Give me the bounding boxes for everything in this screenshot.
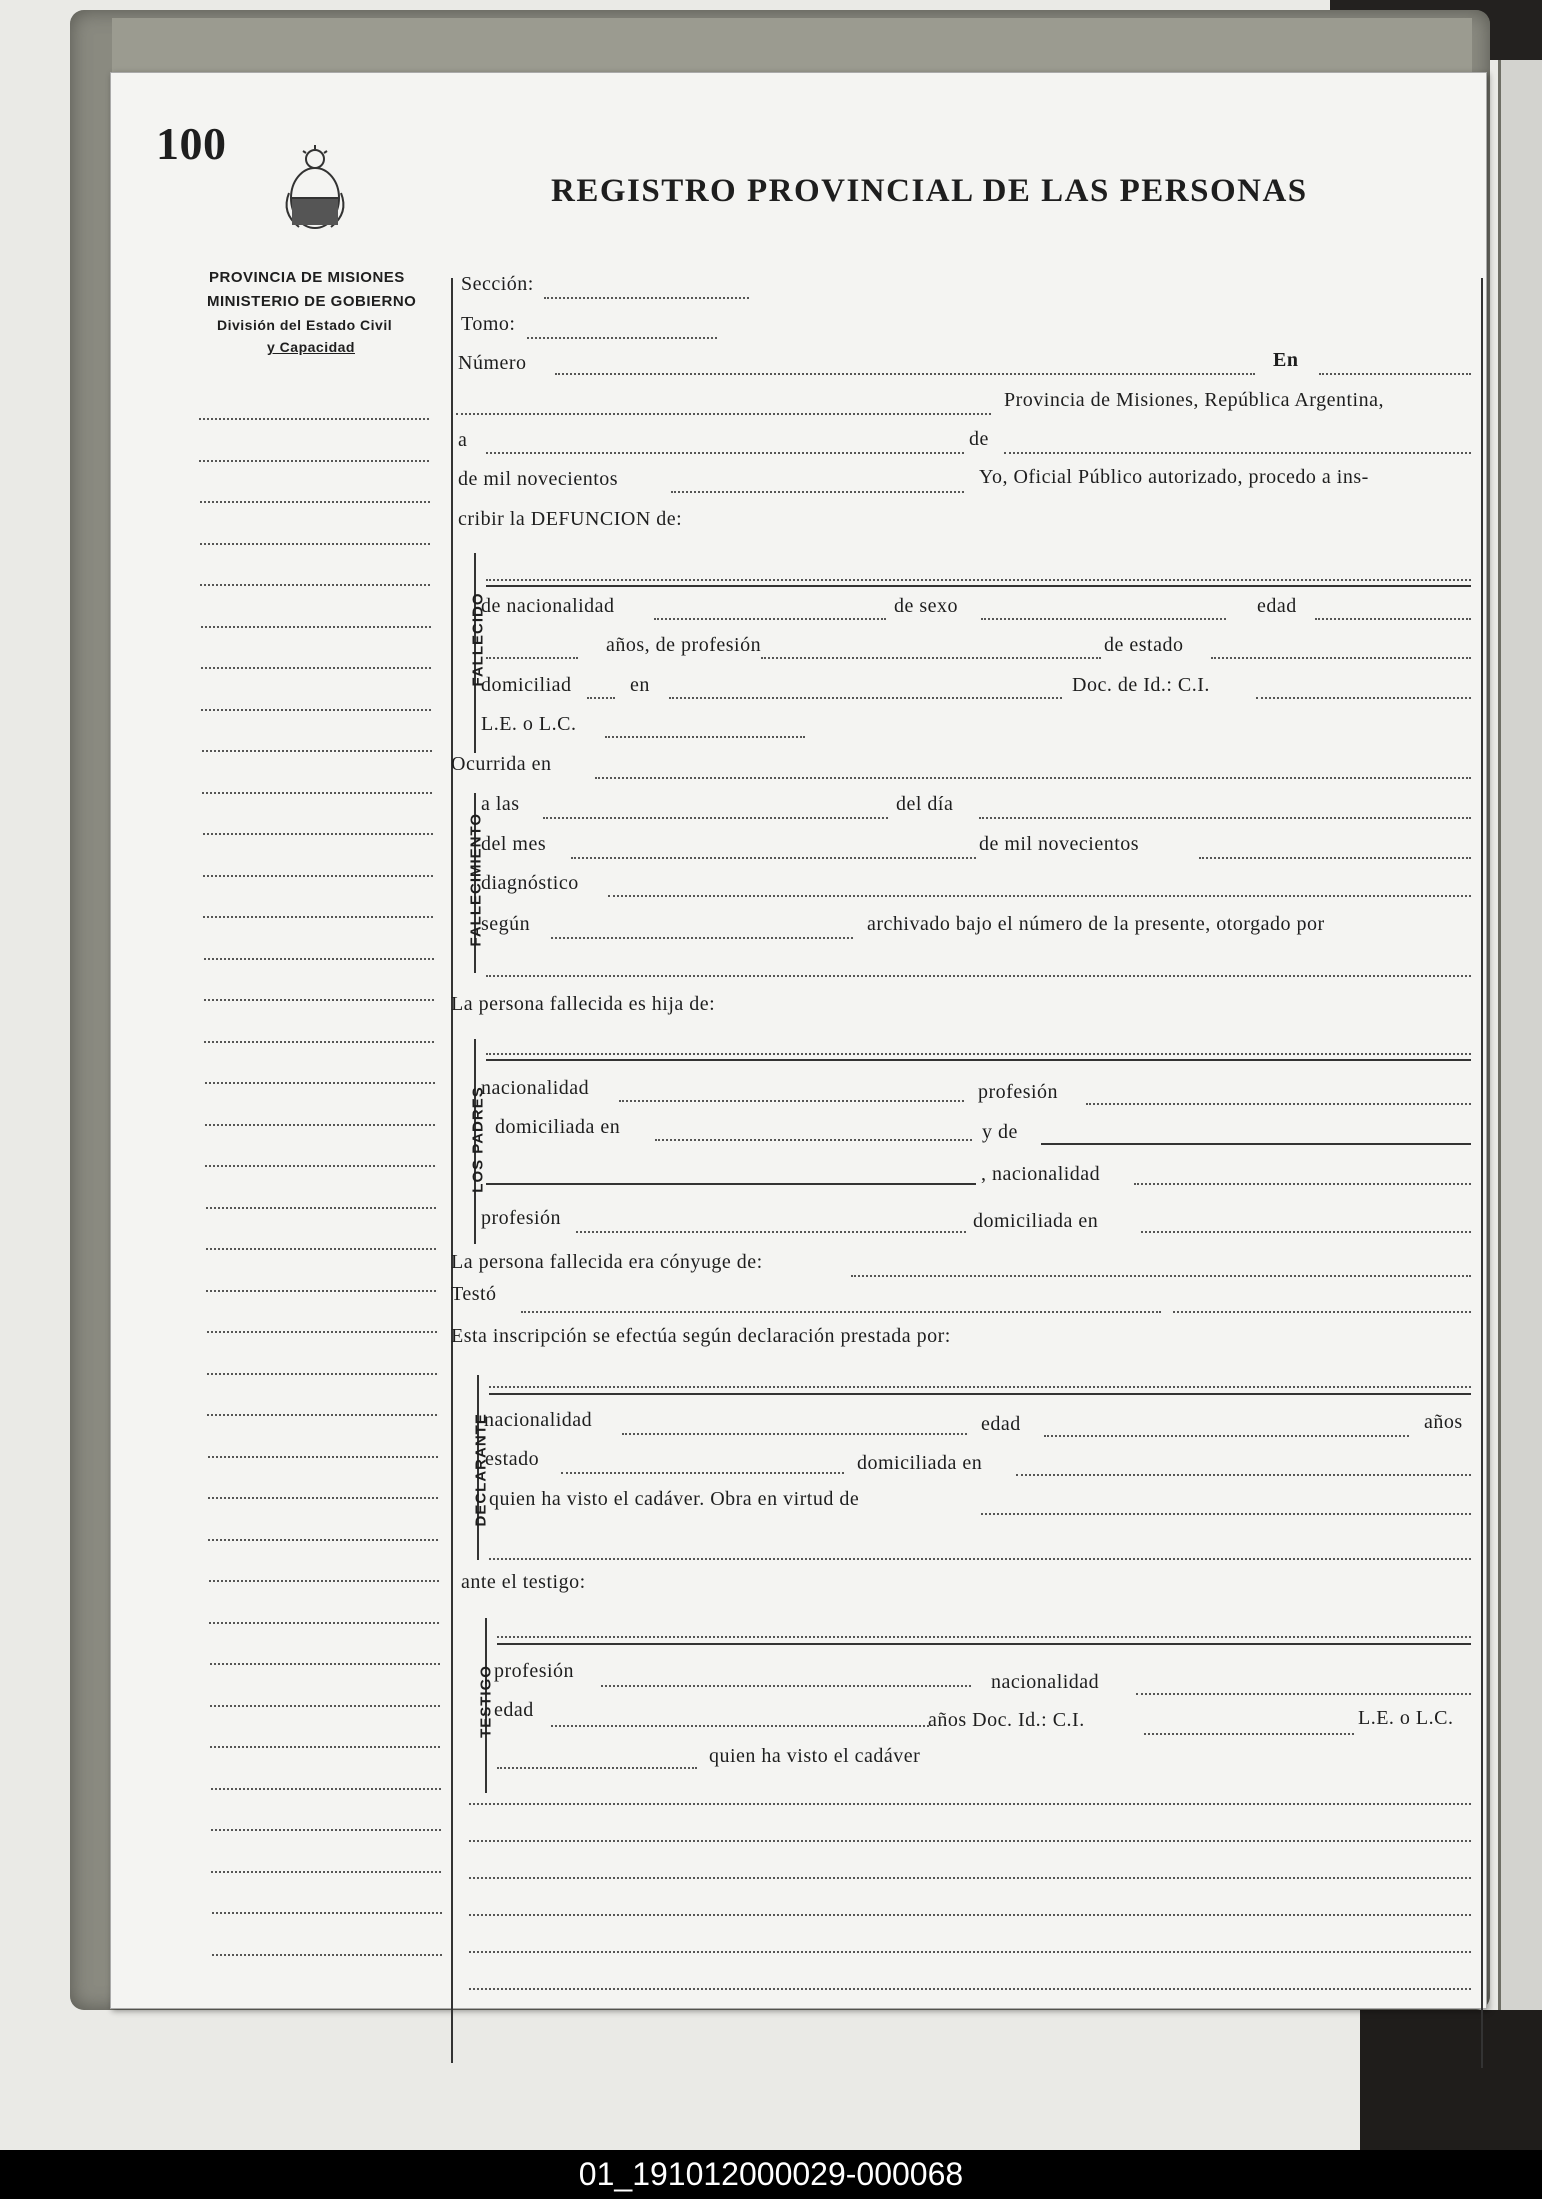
label-del-dia: del día: [896, 793, 954, 815]
label-de: de: [969, 428, 989, 450]
margin-line[interactable]: [203, 833, 433, 835]
margin-line[interactable]: [199, 418, 429, 420]
label-ocurrida-en: Ocurrida en: [451, 753, 552, 775]
label-doc-id: Doc. de Id.: C.I.: [1072, 674, 1210, 696]
header-ministry: MINISTERIO DE GOBIERNO: [207, 293, 417, 310]
label-madre-profesion: profesión: [481, 1207, 562, 1229]
side-label-testigo: TESTIGO: [477, 1665, 495, 1738]
main-column-rule: [451, 278, 453, 2063]
margin-line[interactable]: [212, 1912, 442, 1914]
margin-line[interactable]: [208, 1456, 438, 1458]
label-testo: Testó: [451, 1283, 497, 1305]
field-en[interactable]: [1319, 373, 1471, 375]
margin-line[interactable]: [204, 999, 434, 1001]
margin-line[interactable]: [210, 1746, 440, 1748]
margin-line[interactable]: [202, 792, 432, 794]
field-nombre-fallecido[interactable]: [486, 579, 1471, 581]
page-title: REGISTRO PROVINCIAL DE LAS PERSONAS: [551, 173, 1308, 209]
field-domicilio[interactable]: [669, 697, 1062, 699]
rule: [486, 1059, 1471, 1061]
margin-line[interactable]: [211, 1871, 441, 1873]
field-de[interactable]: [1004, 452, 1471, 454]
page-number: 100: [156, 118, 227, 169]
margin-line[interactable]: [206, 1207, 436, 1209]
label-y-de: y de: [982, 1121, 1018, 1143]
margin-line[interactable]: [212, 1954, 442, 1956]
field-dia[interactable]: [979, 817, 1471, 819]
field-edad-anios[interactable]: [486, 657, 578, 659]
side-label-declarante: DECLARANTE: [472, 1413, 490, 1527]
field-declarante-nacionalidad[interactable]: [622, 1433, 967, 1435]
label-ante-testigo: ante el testigo:: [461, 1571, 586, 1593]
label-cribir: cribir la DEFUNCION de:: [458, 508, 683, 530]
field-le-lc[interactable]: [605, 736, 805, 738]
field-declarante-domicilio[interactable]: [1016, 1474, 1471, 1476]
field-tomo[interactable]: [527, 337, 717, 339]
label-numero: Número: [458, 352, 527, 374]
next-page-edge: [1498, 60, 1542, 2020]
label-tomo: Tomo:: [461, 313, 516, 335]
label-de-nacionalidad: de nacionalidad: [481, 595, 615, 617]
field-testigo-edad[interactable]: [551, 1725, 929, 1727]
right-rule: [1481, 278, 1483, 2068]
observation-line[interactable]: [469, 1951, 1471, 1953]
field-nacionalidad[interactable]: [654, 618, 886, 620]
margin-line[interactable]: [210, 1705, 440, 1707]
label-padre-domiciliada: domiciliada en: [495, 1116, 621, 1138]
field-seccion[interactable]: [544, 297, 749, 299]
label-declarante-nacionalidad: nacionalidad: [484, 1409, 593, 1431]
margin-line[interactable]: [209, 1580, 439, 1582]
side-label-fallecimiento: FALLECIMIENTO: [467, 812, 485, 947]
coat-of-arms-icon: [279, 143, 351, 233]
field-conyuge[interactable]: [851, 1275, 1471, 1277]
field-madre-nacionalidad[interactable]: [1134, 1183, 1471, 1185]
observation-line[interactable]: [469, 1877, 1471, 1879]
label-padre-profesion: profesión: [978, 1081, 1059, 1103]
label-archivado: archivado bajo el número de la presente, otorgado por: [867, 913, 1325, 935]
field-edad[interactable]: [1315, 618, 1471, 620]
margin-line[interactable]: [200, 543, 430, 545]
label-provincia: Provincia de Misiones, República Argentina,: [1004, 389, 1384, 411]
label-declaracion: Esta inscripción se efectúa según declaración prestada por:: [451, 1325, 951, 1347]
label-anos-profesion: años, de profesión: [606, 634, 762, 656]
field-anio[interactable]: [671, 491, 964, 493]
header-capacity: y Capacidad: [267, 339, 355, 355]
field-segun[interactable]: [551, 937, 853, 939]
label-domiciliad: domiciliad: [481, 674, 572, 696]
field-madre[interactable]: [1041, 1143, 1471, 1145]
field-testo[interactable]: [521, 1311, 1161, 1313]
label-oficial: Yo, Oficial Público autorizado, procedo a ins-: [979, 466, 1369, 488]
margin-line[interactable]: [201, 667, 431, 669]
label-diagnostico: diagnóstico: [481, 872, 579, 894]
margin-line[interactable]: [203, 875, 433, 877]
margin-line[interactable]: [207, 1373, 437, 1375]
margin-line[interactable]: [204, 1041, 434, 1043]
field-madre-profesion[interactable]: [576, 1231, 966, 1233]
rule: [486, 585, 1471, 587]
field-estado[interactable]: [1211, 657, 1471, 659]
field-padre-domicilio[interactable]: [655, 1139, 972, 1141]
field-sexo[interactable]: [981, 618, 1226, 620]
label-testigo-quien: quien ha visto el cadáver: [709, 1745, 921, 1767]
label-testigo-profesion: profesión: [494, 1660, 575, 1682]
field-lugar[interactable]: [456, 413, 991, 415]
margin-line[interactable]: [201, 626, 431, 628]
label-declarante-anos: años: [1424, 1411, 1463, 1433]
field-anio-fallecimiento[interactable]: [1199, 857, 1471, 859]
margin-line[interactable]: [202, 750, 432, 752]
field-padre[interactable]: [486, 1053, 1471, 1055]
label-hija-de: La persona fallecida es hija de:: [451, 993, 716, 1015]
label-conyuge: La persona fallecida era cónyuge de:: [451, 1251, 763, 1273]
field-diagnostico[interactable]: [608, 895, 1471, 897]
label-segun: según: [481, 913, 531, 935]
margin-line[interactable]: [208, 1497, 438, 1499]
margin-line[interactable]: [200, 584, 430, 586]
margin-line[interactable]: [204, 958, 434, 960]
field-declarante-edad[interactable]: [1044, 1435, 1409, 1437]
rule: [489, 1393, 1471, 1395]
observation-line[interactable]: [469, 1803, 1471, 1805]
margin-line[interactable]: [205, 1082, 435, 1084]
margin-line[interactable]: [205, 1124, 435, 1126]
label-edad: edad: [1257, 595, 1297, 617]
field-ocurrida-en[interactable]: [595, 777, 1471, 779]
label-de-estado: de estado: [1104, 634, 1184, 656]
field-testigo-ci[interactable]: [1144, 1733, 1354, 1735]
margin-line[interactable]: [211, 1788, 441, 1790]
field-padre-nacionalidad[interactable]: [619, 1100, 964, 1102]
label-testigo-anos-doc: años Doc. Id.: C.I.: [928, 1709, 1085, 1731]
label-a-las: a las: [481, 793, 520, 815]
label-testigo-le-lc: L.E. o L.C.: [1358, 1707, 1454, 1729]
field-domiciliad-suffix[interactable]: [587, 697, 615, 699]
margin-line[interactable]: [201, 709, 431, 711]
header-province: PROVINCIA DE MISIONES: [209, 269, 405, 286]
field-madre-cont[interactable]: [486, 1183, 976, 1185]
field-declarante-estado[interactable]: [561, 1472, 844, 1474]
register-page: [110, 72, 1487, 2009]
field-ci[interactable]: [1256, 697, 1471, 699]
label-declarante-estado: estado: [485, 1448, 540, 1470]
margin-line[interactable]: [206, 1248, 436, 1250]
label-de-sexo: de sexo: [894, 595, 959, 617]
field-madre-domicilio[interactable]: [1141, 1231, 1471, 1233]
field-hora[interactable]: [543, 817, 888, 819]
label-testigo-edad: edad: [494, 1699, 534, 1721]
label-de-mil-novecientos: de mil novecientos: [458, 468, 619, 490]
background-dark-corner-bottom: [1360, 2010, 1542, 2150]
field-otorgado-por[interactable]: [486, 975, 1471, 977]
label-seccion: Sección:: [461, 273, 534, 295]
label-declarante-quien: quien ha visto el cadáver. Obra en virtud de: [489, 1488, 860, 1510]
field-a[interactable]: [486, 452, 964, 454]
margin-line[interactable]: [207, 1414, 437, 1416]
label-testigo-nacionalidad: nacionalidad: [991, 1671, 1100, 1693]
margin-line[interactable]: [211, 1829, 441, 1831]
margin-line[interactable]: [207, 1331, 437, 1333]
label-declarante-edad: edad: [981, 1413, 1021, 1435]
margin-line[interactable]: [210, 1663, 440, 1665]
header-division: División del Estado Civil: [217, 317, 393, 333]
margin-line[interactable]: [200, 501, 430, 503]
field-padre-profesion[interactable]: [1086, 1103, 1471, 1105]
observation-line[interactable]: [469, 1914, 1471, 1916]
rule: [497, 1643, 1471, 1645]
margin-line[interactable]: [208, 1539, 438, 1541]
side-label-padres: LOS PADRES: [469, 1086, 487, 1193]
label-a: a: [458, 429, 468, 451]
label-en-domicilio: en: [630, 674, 650, 696]
observation-line[interactable]: [469, 1988, 1471, 1990]
image-identifier: 01_191012000029-000068: [0, 2150, 1542, 2199]
field-testo-2[interactable]: [1173, 1311, 1471, 1313]
margin-line[interactable]: [203, 916, 433, 918]
label-le-lc: L.E. o L.C.: [481, 713, 577, 735]
label-padre-nacionalidad: nacionalidad: [481, 1077, 590, 1099]
field-testigo-nacionalidad[interactable]: [1136, 1693, 1471, 1695]
margin-line[interactable]: [209, 1622, 439, 1624]
label-fallecimiento-mil-novecientos: de mil novecientos: [979, 833, 1140, 855]
field-mes[interactable]: [571, 857, 976, 859]
field-numero[interactable]: [555, 373, 1255, 375]
side-label-fallecido: FALLECIDO: [469, 592, 487, 687]
label-del-mes: del mes: [481, 833, 547, 855]
label-madre-domiciliada: domiciliada en: [973, 1210, 1099, 1232]
label-madre-nacionalidad: , nacionalidad: [981, 1163, 1101, 1185]
label-en: En: [1273, 349, 1299, 371]
field-obra-cont[interactable]: [489, 1558, 1471, 1560]
field-testigo[interactable]: [497, 1636, 1471, 1638]
observation-line[interactable]: [469, 1840, 1471, 1842]
field-obra-en-virtud[interactable]: [981, 1513, 1471, 1515]
label-declarante-domiciliada: domiciliada en: [857, 1452, 983, 1474]
field-testigo-profesion[interactable]: [601, 1685, 971, 1687]
margin-line[interactable]: [205, 1165, 435, 1167]
field-profesion[interactable]: [761, 657, 1101, 659]
field-testigo-extra[interactable]: [497, 1767, 697, 1769]
field-declarante[interactable]: [489, 1386, 1471, 1388]
margin-line[interactable]: [206, 1290, 436, 1292]
margin-line[interactable]: [199, 460, 429, 462]
